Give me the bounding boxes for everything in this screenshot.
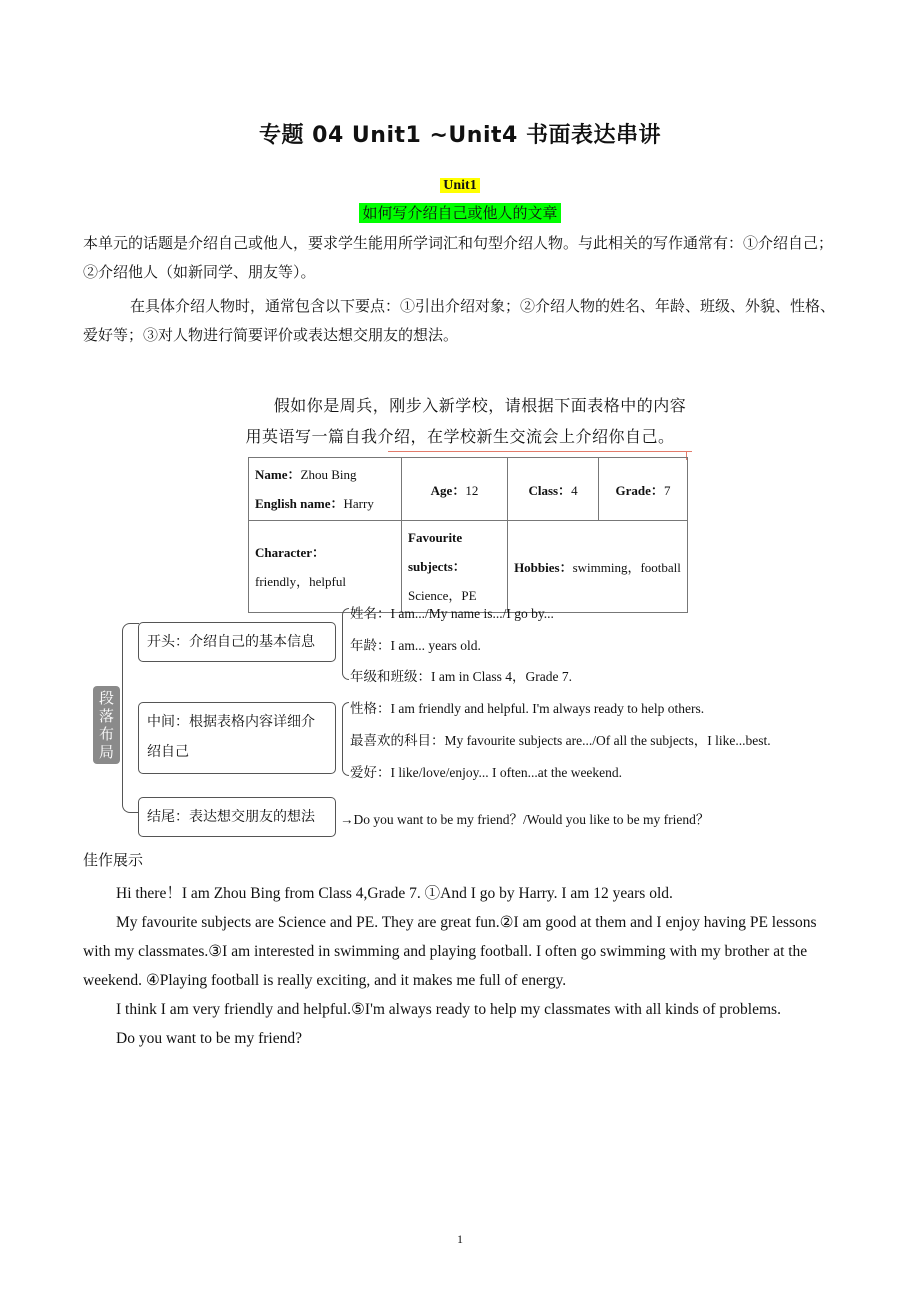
ending-line: →Do you want to be my friend？/Would you like to be my friend？ [340,812,710,827]
age-value: 12 [465,482,479,498]
hobbies-cell [508,521,688,613]
opening-brace [342,608,349,680]
outer-brace [122,623,139,813]
model-essay [83,879,843,1053]
middle-box [138,702,336,774]
name-label: Name： [255,467,301,482]
essay-paragraph: Hi there！I am Zhou Bing from Class 4,Grade 7. ①And I go by Harry. I am 12 years old. [116,885,673,902]
page-number: 1 [457,1232,463,1246]
middle-box-line-2: 绍自己 [147,744,189,760]
section-subtitle-text: 如何写介绍自己或他人的文章 [359,203,560,223]
showcase-label: 佳作展示 [83,851,144,869]
class-label: Class： [528,482,572,498]
grade-cell [599,458,688,521]
english-name-label: English name： [255,496,344,511]
name-value: Zhou Bing [300,467,357,482]
opening-box: 开头：介绍自己的基本信息 [138,622,336,662]
age-label: Age： [430,482,466,498]
table-row [249,521,688,613]
profile-table [248,457,688,613]
opening-line: 年级和班级：I am in Class 4，Grade 7. [350,669,572,684]
name-cell [249,458,402,521]
side-tab-char: 段 [98,689,114,707]
prompt-underline [388,451,692,452]
character-label: Character： [255,544,326,560]
class-value: 4 [571,482,578,498]
essay-paragraph: Do you want to be my friend? [116,1030,302,1047]
english-name-value: Harry [343,496,374,511]
character-value: friendly，helpful [255,573,346,589]
prompt-line-1: 假如你是周兵，刚步入新学校，请根据下面表格中的内容 [273,396,687,415]
middle-line: 爱好：I like/love/enjoy... I often...at the weekend. [350,765,623,780]
grade-label: Grade： [615,482,664,498]
essay-paragraph: I think I am very friendly and helpful.⑤I'm always ready to help my classmates with all kinds of problems. [116,1001,781,1018]
table-row [249,458,688,521]
intro-paragraph: 本单元的话题是介绍自己或他人，要求学生能用所学词汇和句型介绍人物。与此相关的写作通常有：①介绍自己；②介绍他人（如新同学、朋友等）。 [83,234,834,281]
class-cell [508,458,599,521]
middle-box-line-1: 中间：根据表格内容详细介 [147,714,315,730]
side-tab-char: 落 [98,707,114,725]
opening-line: 姓名：I am.../My name is.../I go by... [350,606,554,621]
page-title: 专题 04 Unit1 ~Unit4 书面表达串讲 [259,123,661,148]
side-tab-char: 布 [98,725,114,743]
hobbies-label: Hobbies： [514,560,573,575]
age-cell [402,458,508,521]
layout-side-tab [93,686,120,764]
subjects-cell [402,521,508,613]
essay-paragraph: My favourite subjects are Science and PE. They are great fun.②I am good at them and I enjoy having PE lessons with my classmates.③I am interested in swimming and playing football. I often go swimming with my brother at the weekend. ④Playing football is really exciting, and it makes me full of energy. [83,914,817,989]
points-paragraph: 在具体介绍人物时，通常包含以下要点：①引出介绍对象；②介绍人物的姓名、年龄、班级、外貌、性格、爱好等；③对人物进行简要评价或表达想交朋友的想法。 [83,297,836,344]
hobbies-value: swimming，football [572,560,681,575]
subjects-value: Science，PE [408,588,477,603]
unit-heading-text: Unit1 [440,178,479,193]
subjects-label-line-2: subjects： [408,559,466,574]
section-subtitle [0,202,920,223]
opening-line: 年龄：I am... years old. [350,638,481,653]
middle-brace [342,702,349,776]
grade-value: 7 [663,482,671,498]
character-cell [249,521,402,613]
ending-box: 结尾：表达想交朋友的想法 [138,797,336,837]
middle-line: 最喜欢的科目：My favourite subjects are.../Of all the subjects，I like...best. [350,733,771,748]
subjects-label-line-1: Favourite [408,530,463,545]
middle-line: 性格：I am friendly and helpful. I'm always ready to help others. [350,701,705,716]
prompt-line-2: 用英语写一篇自我介绍，在学校新生交流会上介绍你自己。 [245,427,675,446]
side-tab-char: 局 [98,743,114,761]
unit-heading [0,174,920,194]
